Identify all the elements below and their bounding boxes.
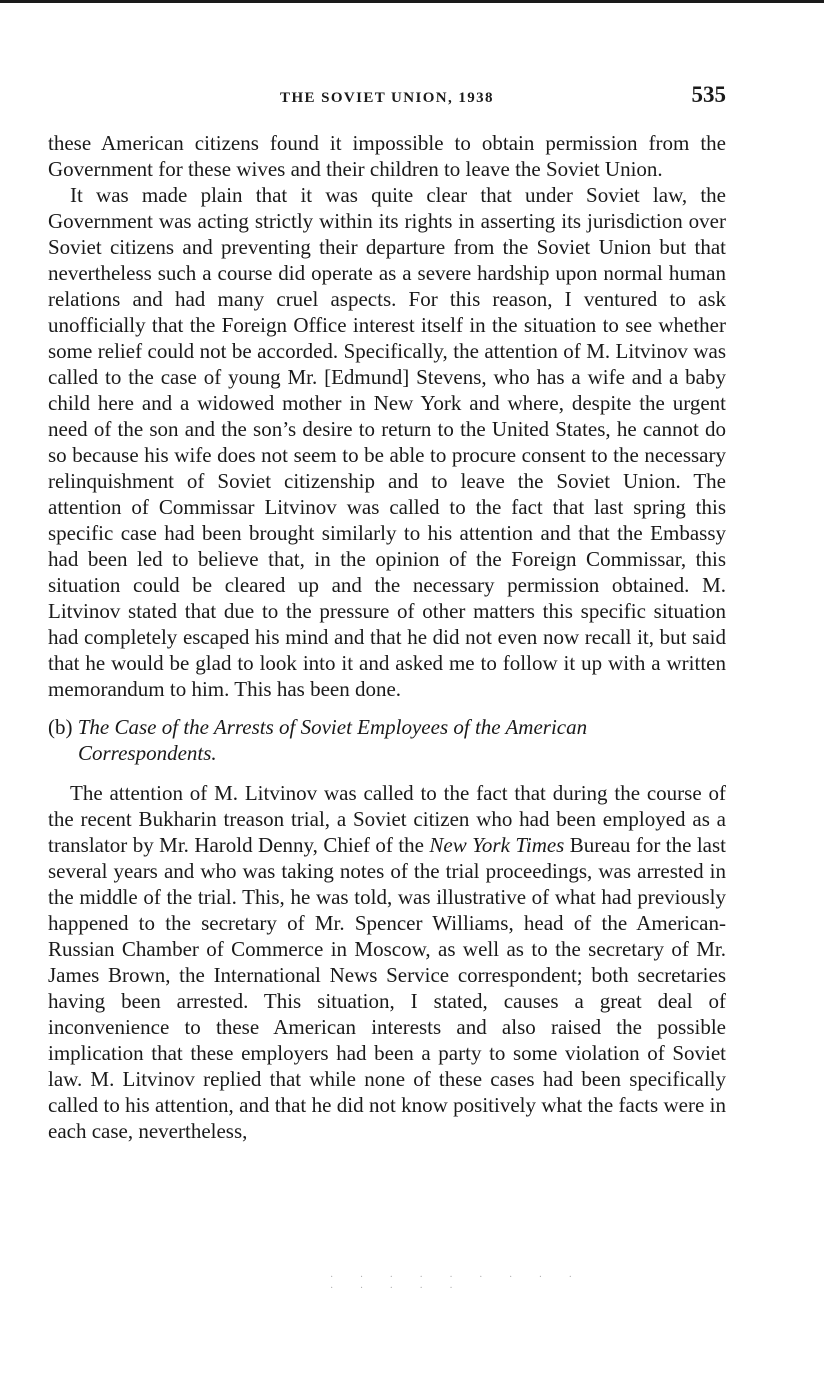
top-rule [0,0,824,3]
paragraph-arrests [48,780,726,1144]
paragraph-continued: these American citizens found it impossible to obtain permission from the Government for these wives and their children to leave the Soviet Union. [48,131,726,181]
section-subheading [48,714,726,766]
newspaper-name: New York Times [429,833,565,857]
running-title: THE SOVIET UNION, 1938 [280,90,494,106]
subheading-title: The Case of the Arrests of Soviet Employees of the American Correspondents. [77,715,588,765]
page-header [48,84,726,116]
scan-specks: · · · · · · · · · · · · · · [330,1272,584,1294]
paragraph-arrests-part2: Bureau for the last several years and who was taking notes of the trial proceedings, was arrested in the middle of the trial. This, he was told, was illustrative of what had previously happened to the secretary of Mr. Spencer Williams, head of the American-Russian Chamber of Commerce in Moscow, as well as to the secretary of Mr. James Brown, the International News Service correspondent; both secretaries having been arrested. This situation, I stated, causes a great deal of inconvenience to these American interests and also raised the possible implication that these employers had been a party to some violation of Soviet law. M. Litvinov replied that while none of these cases had been specifically called to his attention, and that he did not know positively what the facts were in each case, nevertheless, [48,833,726,1143]
paragraph-stevens-case: It was made plain that it was quite clear that under Soviet law, the Government was acting strictly within its rights in asserting its jurisdiction over Soviet citizens and preventing their departure from the Soviet Union but that nevertheless such a course did operate as a severe hardship upon normal human relations and had many cruel aspects. For this reason, I ventured to ask unofficially that the Foreign Office interest itself in the situation to see whether some relief could not be accorded. Specifically, the attention of M. Litvinov was called to the case of young Mr. [Edmund] Stevens, who has a wife and a baby child here and a widowed mother in New York and where, despite the urgent need of the son and the son’s desire to return to the United States, he cannot do so because his wife does not seem to be able to procure consent to the necessary relinquishment of Soviet citizenship and to leave the Soviet Union. The attention of Commissar Litvinov was called to the fact that last spring this specific case had been brought similarly to his attention and that the Embassy had been led to believe that, in the opinion of the Foreign Commissar, this situation could be cleared up and the necessary permission obtained. M. Litvinov stated that due to the pressure of other matters this specific situation had completely escaped his mind and that he did not even now recall it, but said that he would be glad to look into it and asked me to follow it up with a written memorandum to him. This has been done. [48,183,726,701]
body-text [48,130,726,1144]
paragraph-arrests-part1: The attention of M. Litvinov was called to the fact that during the course of the recent Bukharin treason trial, a Soviet citizen who had been employed as a translator by Mr. Harold Denny, Chief of the [48,781,726,857]
subheading-marker: (b) [48,715,73,739]
page-number: 535 [691,82,726,107]
